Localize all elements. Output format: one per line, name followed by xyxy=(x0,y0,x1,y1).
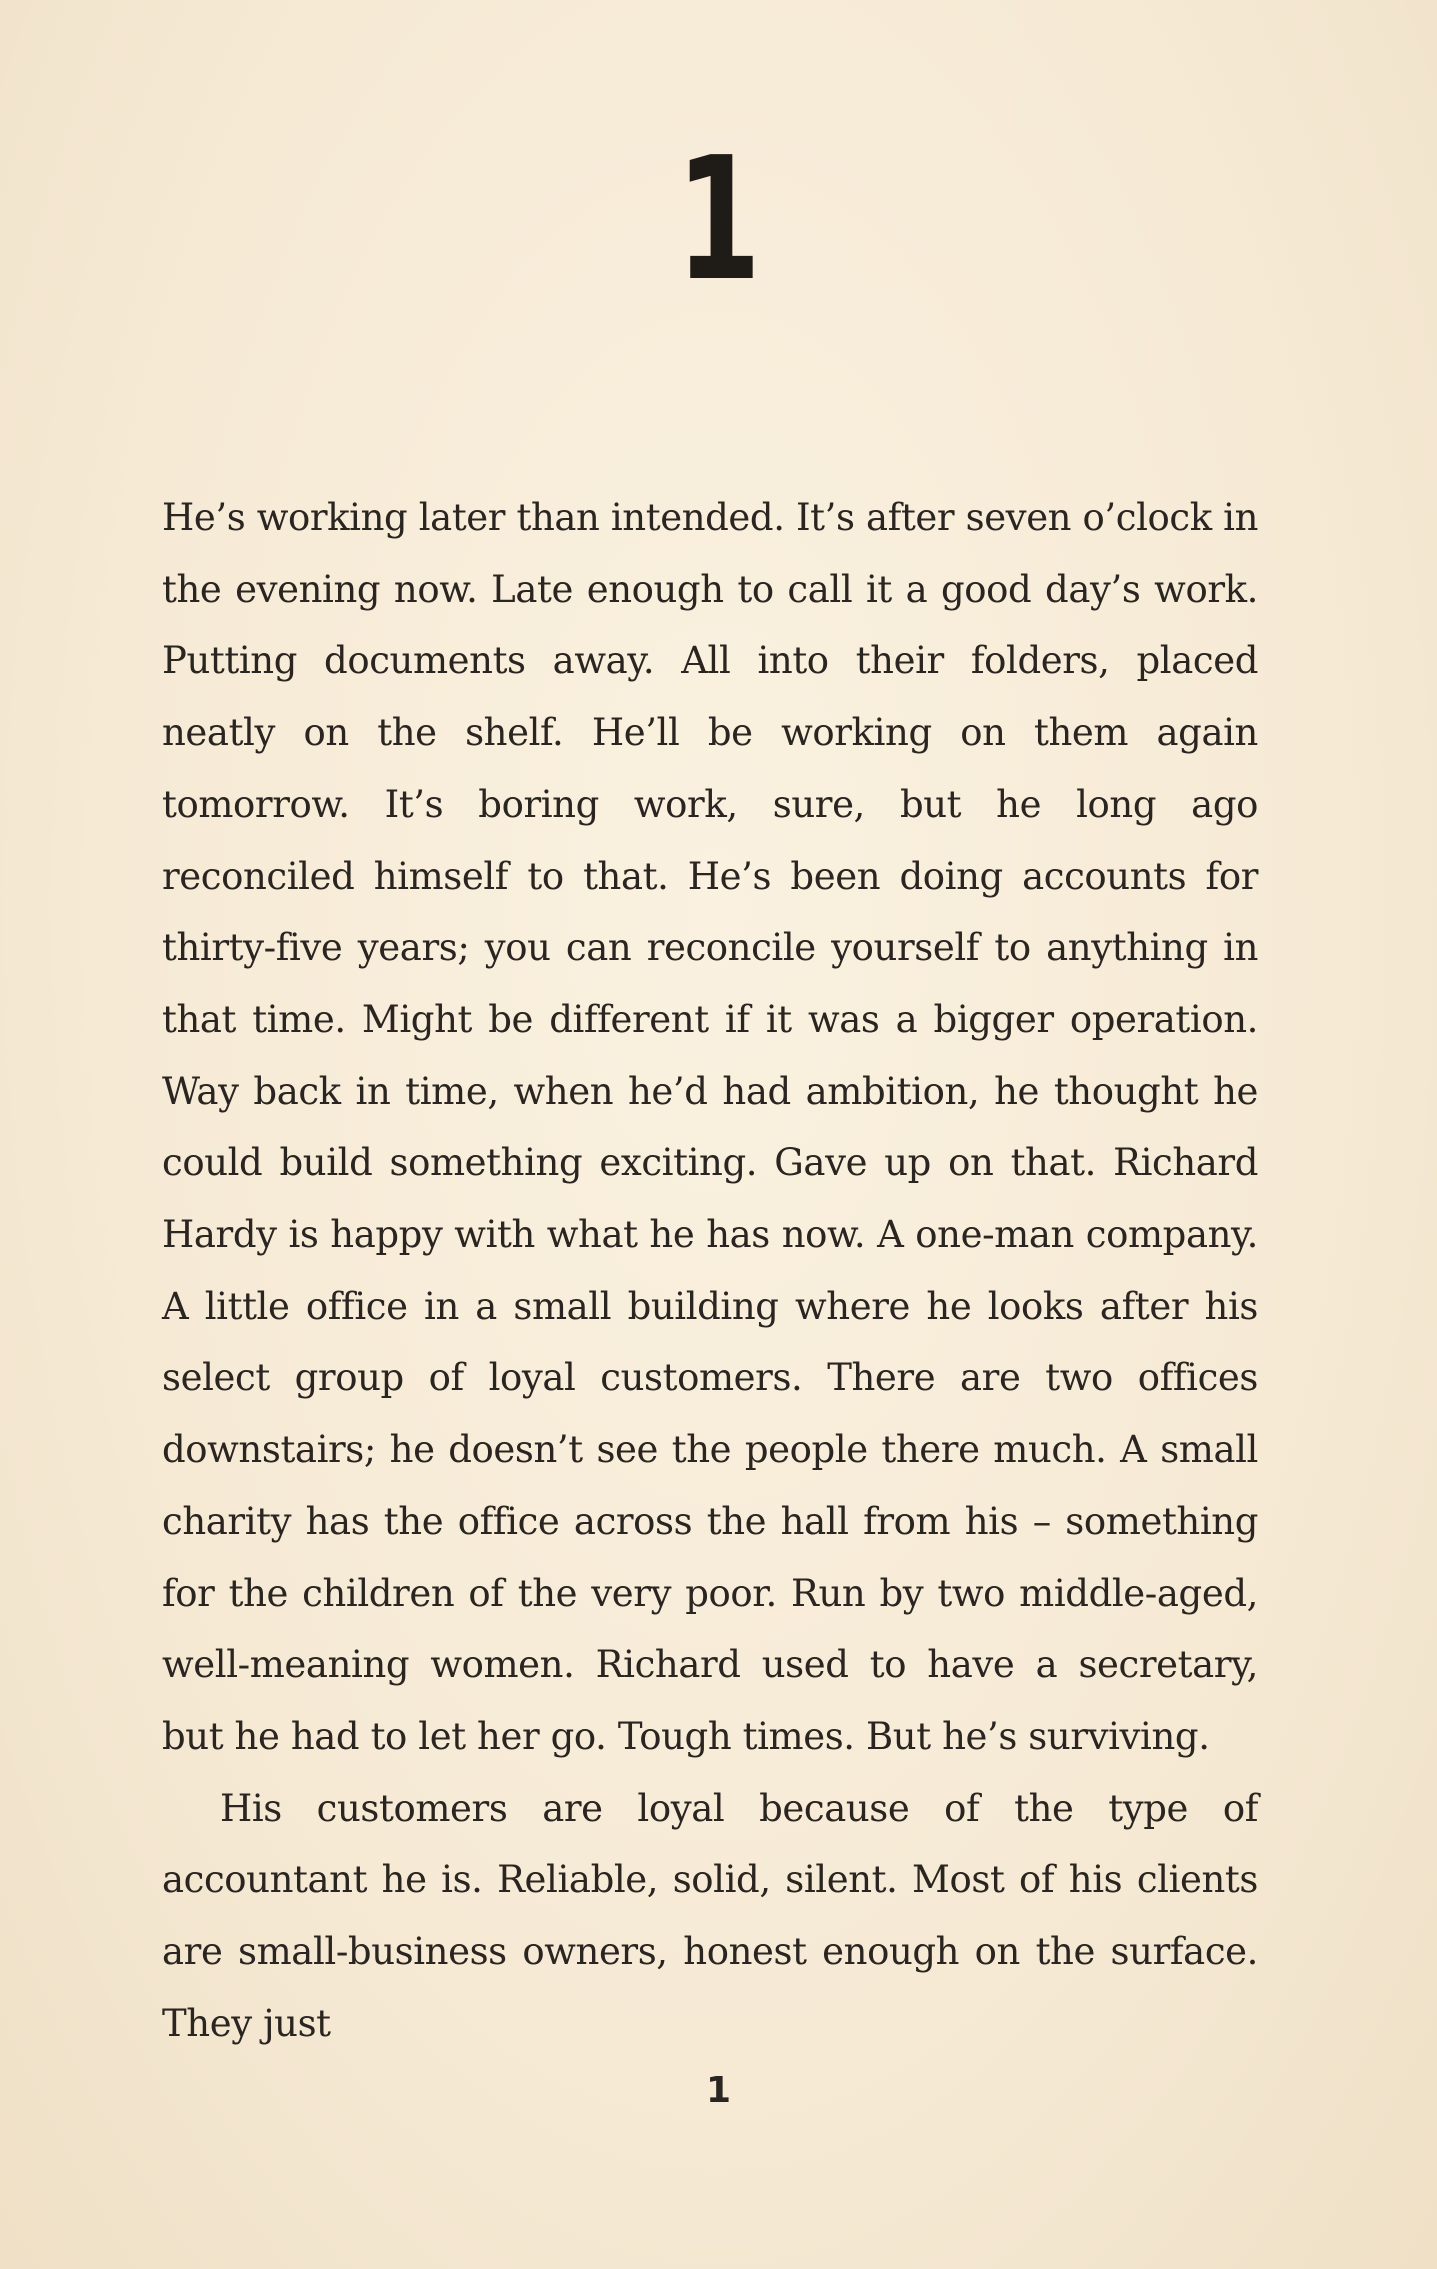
body-text xyxy=(162,482,1258,2059)
paragraph: He’s working later than intended. It’s after seven o’clock in the evening now. Late enough to call it a good day’s work. Putting documents away. All into their folders, placed neatly on the shelf. He’ll be working on them again tomorrow. It’s boring work, sure, but he long ago reconciled himself to that. He’s been doing accounts for thirty-five years; you can reconcile yourself to anything in that time. Might be different if it was a bigger operation. Way back in time, when he’d had ambition, he thought he could build something exciting. Gave up on that. Richard Hardy is happy with what he has now. A one-man company. A little office in a small building where he looks after his select group of loyal customers. There are two offices downstairs; he doesn’t see the people there much. A small charity has the office across the hall from his – something for the children of the very poor. Run by two middle-aged, well-meaning women. Richard used to have a secretary, but he had to let her go. Tough times. But he’s surviving. xyxy=(162,496,1258,1758)
paragraph: His customers are loyal because of the type of accountant he is. Reliable, solid, silent. Most of his clients are small-business owners, honest enough on the surface. They just xyxy=(162,1786,1258,2045)
chapter-number: 1 xyxy=(675,121,762,319)
page-number: 1 xyxy=(705,2070,732,2111)
